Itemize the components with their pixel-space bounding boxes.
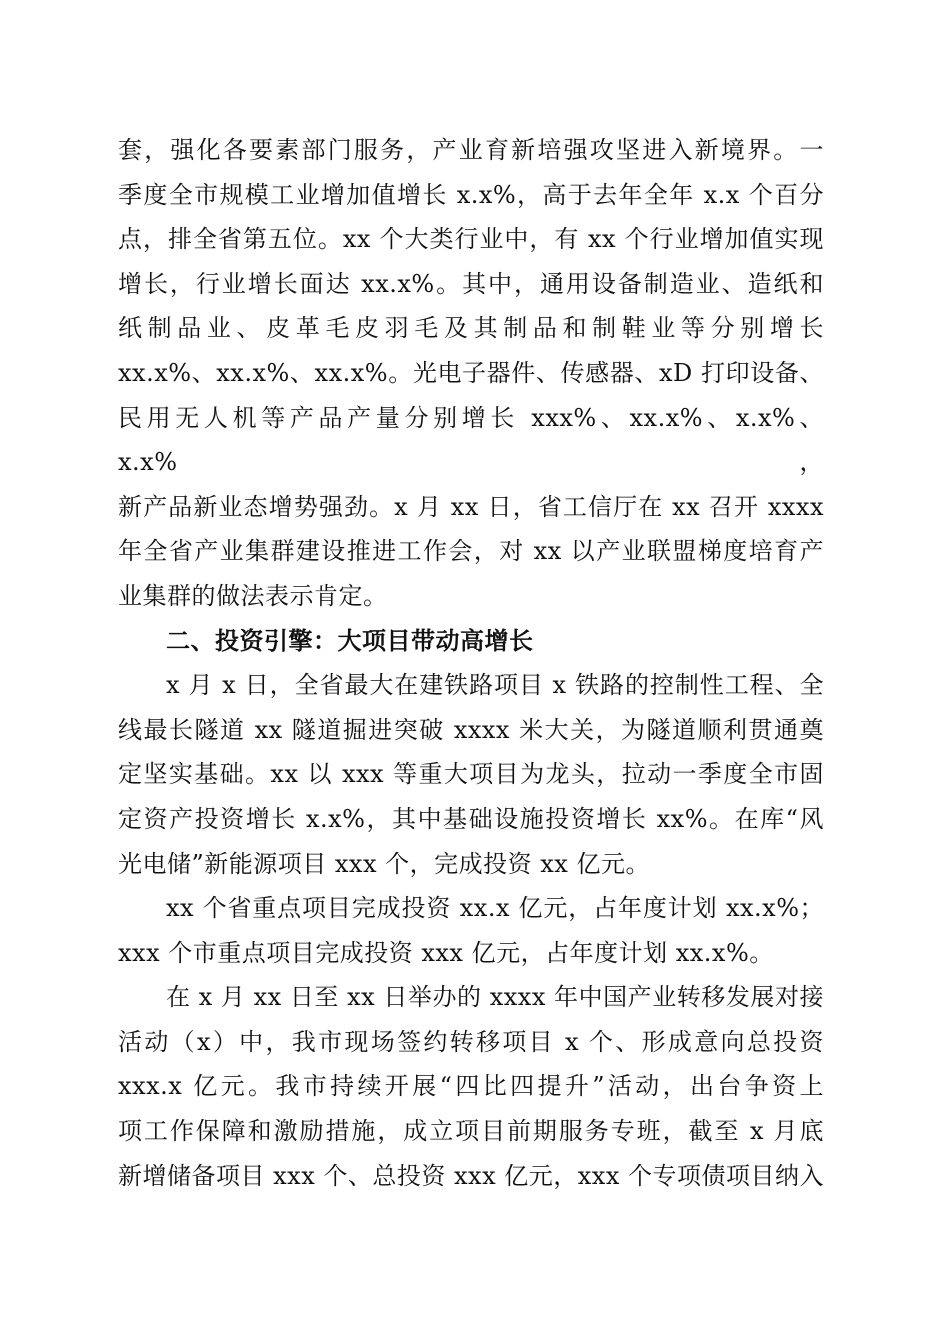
- text-line: 定坚实基础。xx 以 xxx 等重大项目为龙头，拉动一季度全市固: [118, 760, 824, 789]
- paragraph-industry-growth: [118, 128, 824, 619]
- text-line: 季度全市规模工业增加值增长 x.x%，高于去年全年 x.x 个百分: [118, 180, 824, 209]
- document-body: [118, 128, 824, 1198]
- text-line: 民用无人机等产品产量分别增长 xxx%、xx.x%、x.x%、x.x%，: [118, 403, 824, 477]
- text-line: xxx 个市重点项目完成投资 xxx 亿元，占年度计划 xx.x%。: [118, 938, 774, 967]
- text-line: 光电储”新能源项目 xxx 个，完成投资 xx 亿元。: [118, 849, 650, 878]
- text-line: 套，强化各要素部门服务，产业育新培强攻坚进入新境界。一: [118, 136, 824, 164]
- text-line: 点，排全省第五位。xx 个大类行业中，有 xx 个行业增加值实现: [118, 225, 824, 254]
- text-line: xxx.x 亿元。我市持续开展“四比四提升”活动，出台争资上: [118, 1072, 824, 1101]
- text-line: x 月 x 日，全省最大在建铁路项目 x 铁路的控制性工程、全: [166, 671, 824, 700]
- text-line: 定资产投资增长 x.x%，其中基础设施投资增长 xx%。在库“风: [118, 804, 824, 833]
- text-line: 线最长隧道 xx 隧道掘进突破 xxxx 米大关，为隧道顺利贯通奠: [118, 715, 824, 744]
- text-line: xx.x%、xx.x%、xx.x%。光电子器件、传感器、xD 打印设备、: [118, 358, 824, 387]
- text-line: 新增储备项目 xxx 个、总投资 xxx 亿元，xxx 个专项债项目纳入: [118, 1161, 824, 1190]
- text-line: 项工作保障和激励措施，成立项目前期服务专班，截至 x 月底: [118, 1117, 824, 1146]
- text-line: 增长，行业增长面达 xx.x%。其中，通用设备制造业、造纸和: [118, 269, 824, 298]
- text-line: xx 个省重点项目完成投资 xx.x 亿元，占年度计划 xx.x%；: [166, 894, 824, 923]
- text-line: 在 x 月 xx 日至 xx 日举办的 xxxx 年中国产业转移发展对接: [166, 983, 824, 1012]
- text-line: 活动（x）中，我市现场签约转移项目 x 个、形成意向总投资: [118, 1027, 824, 1056]
- paragraph-railway-investment: [118, 663, 824, 886]
- paragraph-industry-transfer: [118, 975, 824, 1198]
- text-line: 纸制品业、皮革毛皮羽毛及其制品和制鞋业等分别增长: [118, 314, 824, 343]
- text-line: 年全省产业集群建设推进工作会，对 xx 以产业联盟梯度培育产: [118, 537, 824, 566]
- section-heading-investment: 二、投资引擎：大项目带动高增长: [166, 626, 534, 655]
- text-line: 新产品新业态增势强劲。x 月 xx 日，省工信厅在 xx 召开 xxxx: [118, 492, 824, 521]
- paragraph-key-projects: [118, 886, 824, 975]
- text-line: 业集群的做法表示肯定。: [118, 581, 388, 610]
